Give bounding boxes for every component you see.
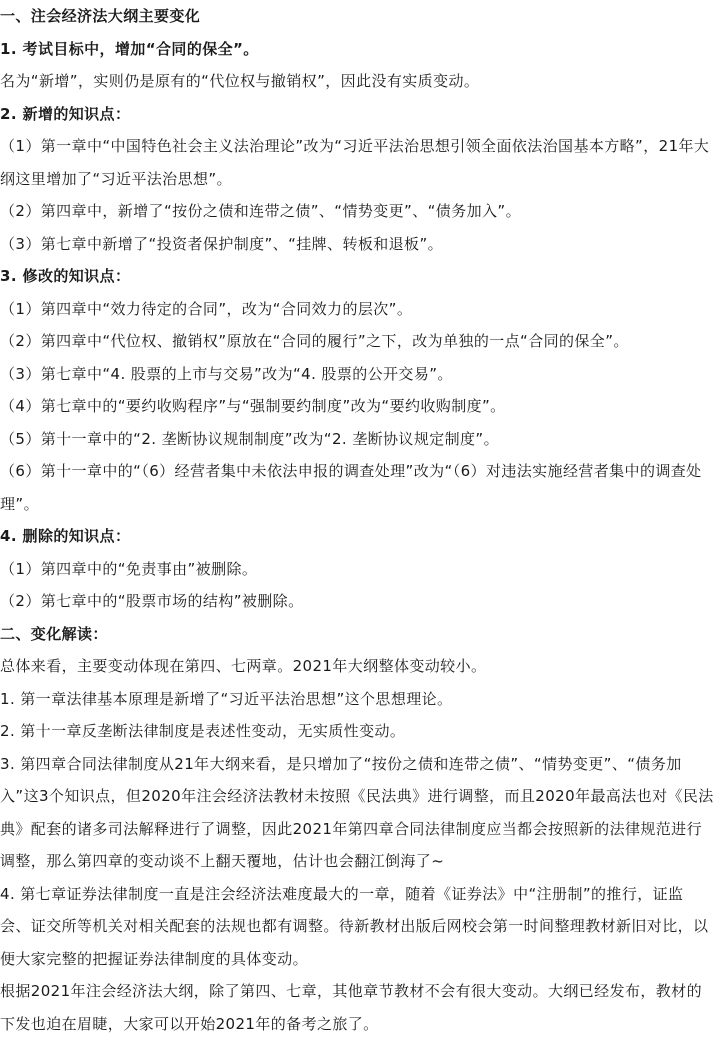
list-item: （1）第四章中的“免责事由”被删除。	[0, 559, 258, 578]
paragraph: 总体来看，主要变动体现在第四、七两章。2021年大纲整体变动较小。	[0, 657, 487, 675]
paragraph: 3. 第四章合同法律制度从21年大纲来看，是只增加了“按份之债和连带之债”、“情势变更”、“债务加入”这3个知识点，但2020年注会经济法教材未按照《民法典》进行调整，而且2020年最高法也对《民法典》配套的诸多司法解释进行了调整，因此2021年第四章合同法律制度应当都会按照新的法律规范进行调整，那么第四章的变动谈不上翻天覆地，估计也会翻江倒海了~	[0, 754, 714, 870]
list-item: （1）第四章中“效力待定的合同”，改为“合同效力的层次”。	[0, 299, 413, 318]
list-item: （6）第十一章中的“（6）经营者集中未依法申报的调查处理”改为“（6）对违法实施经营者集中的调查处理”。	[0, 462, 702, 513]
paragraph: 根据2021年注会经济法大纲，除了第四、七章，其他章节教材不会有很大变动。大纲已经发布，教材的下发也迫在眉睫，大家可以开始2021年的备考之旅了。	[0, 982, 702, 1033]
subheading-modified-points: 3. 修改的知识点：	[0, 267, 131, 285]
paragraph: 2. 第十一章反垄断法律制度是表述性变动，无实质性变动。	[0, 722, 406, 740]
paragraph: 4. 第七章证券法律制度一直是注会经济法难度最大的一章，随着《证券法》中“注册制”的推行，证监会、证交所等机关对相关配套的法规也都有调整。待新教材出版后网校会第一时间整理教材新旧对比，以便大家完整的把握证券法律制度的具体变动。	[0, 884, 709, 968]
section-heading-interpretation: 二、变化解读：	[0, 624, 108, 643]
subheading-new-points: 2. 新增的知识点：	[0, 104, 131, 123]
list-item: （3）第七章中新增了“投资者保护制度”、“挂牌、转板和退板”。	[0, 234, 444, 253]
section-heading-syllabus-changes: 一、注会经济法大纲主要变化	[0, 7, 201, 25]
list-item: （4）第七章中的“要约收购程序”与“强制要约制度”改为“要约收购制度”。	[0, 397, 506, 415]
list-item: （2）第四章中，新增了“按份之债和连带之债”、“情势变更”、“债务加入”。	[0, 202, 521, 220]
list-item: （5）第十一章中的“2. 垄断协议规制制度”改为“2. 垄断协议规定制度”。	[0, 429, 499, 448]
subheading-exam-objective: 1. 考试目标中，增加“合同的保全”。	[0, 39, 259, 58]
list-item: （1）第一章中“中国特色社会主义法治理论”改为“习近平法治思想引领全面依法治国基本方略”，21年大纲这里增加了“习近平法治思想”。	[0, 137, 710, 188]
list-item: （2）第七章中的“股票市场的结构”被删除。	[0, 592, 304, 610]
paragraph: 1. 第一章法律基本原理是新增了“习近平法治思想”这个思想理论。	[0, 689, 453, 708]
paragraph: 名为“新增”，实则仍是原有的“代位权与撤销权”，因此没有实质变动。	[0, 72, 480, 90]
list-item: （2）第四章中“代位权、撤销权”原放在“合同的履行”之下，改为单独的一点“合同的保全”。	[0, 332, 629, 350]
subheading-deleted-points: 4. 删除的知识点：	[0, 527, 131, 545]
list-item: （3）第七章中“4. 股票的上市与交易”改为“4. 股票的公开交易”。	[0, 364, 453, 383]
